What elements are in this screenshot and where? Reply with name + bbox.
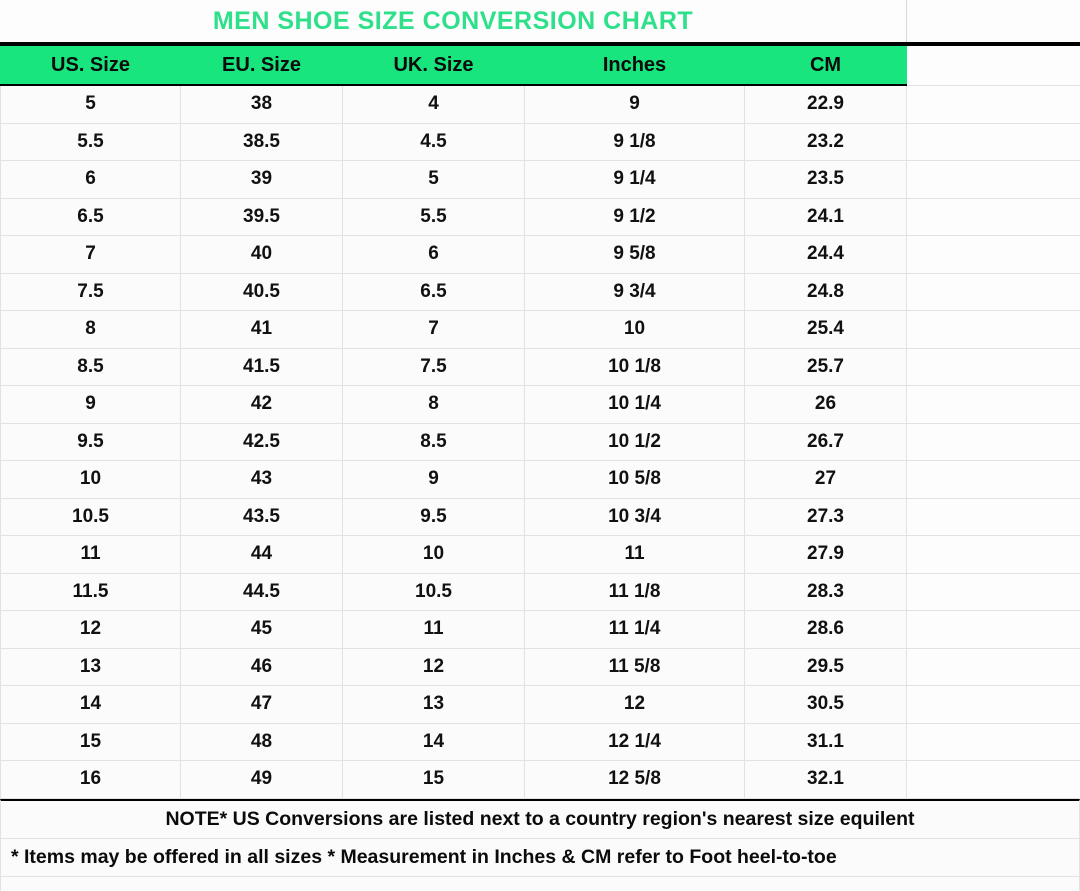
cell-uk-size: 7.5 bbox=[343, 348, 525, 386]
chart-notes bbox=[0, 799, 1080, 891]
cell-cm: 27.9 bbox=[745, 536, 907, 574]
cell-inches: 10 1/8 bbox=[525, 348, 745, 386]
cell-blank bbox=[907, 123, 1080, 161]
cell-uk-size: 9 bbox=[343, 461, 525, 499]
table-row bbox=[1, 123, 1080, 161]
cell-eu-size: 39 bbox=[181, 161, 343, 199]
cell-inches: 11 1/8 bbox=[525, 573, 745, 611]
table-row bbox=[1, 161, 1080, 199]
cell-uk-size: 4.5 bbox=[343, 123, 525, 161]
cell-eu-size: 43.5 bbox=[181, 498, 343, 536]
cell-inches: 9 bbox=[525, 85, 745, 123]
cell-eu-size: 49 bbox=[181, 761, 343, 799]
cell-blank bbox=[907, 723, 1080, 761]
table-header bbox=[1, 45, 1080, 85]
cell-cm: 27.3 bbox=[745, 498, 907, 536]
table-row bbox=[1, 498, 1080, 536]
cell-blank bbox=[907, 761, 1080, 799]
table-row bbox=[1, 611, 1080, 649]
cell-blank bbox=[907, 573, 1080, 611]
cell-us-size: 13 bbox=[1, 648, 181, 686]
cell-blank bbox=[907, 348, 1080, 386]
cell-us-size: 11.5 bbox=[1, 573, 181, 611]
cell-inches: 10 1/4 bbox=[525, 386, 745, 424]
cell-blank bbox=[907, 686, 1080, 724]
column-header-inches: Inches bbox=[525, 45, 745, 85]
cell-us-size: 7.5 bbox=[1, 273, 181, 311]
cell-inches: 12 1/4 bbox=[525, 723, 745, 761]
cell-cm: 27 bbox=[745, 461, 907, 499]
table-row bbox=[1, 686, 1080, 724]
table-row bbox=[1, 573, 1080, 611]
cell-us-size: 9.5 bbox=[1, 423, 181, 461]
cell-cm: 22.9 bbox=[745, 85, 907, 123]
cell-us-size: 11 bbox=[1, 536, 181, 574]
cell-blank bbox=[907, 648, 1080, 686]
cell-cm: 24.1 bbox=[745, 198, 907, 236]
cell-inches: 10 5/8 bbox=[525, 461, 745, 499]
cell-blank bbox=[907, 311, 1080, 349]
cell-blank bbox=[907, 423, 1080, 461]
cell-uk-size: 4 bbox=[343, 85, 525, 123]
cell-uk-size: 6.5 bbox=[343, 273, 525, 311]
cell-inches: 9 1/2 bbox=[525, 198, 745, 236]
cell-inches: 9 1/4 bbox=[525, 161, 745, 199]
cell-uk-size: 7 bbox=[343, 311, 525, 349]
cell-uk-size: 10.5 bbox=[343, 573, 525, 611]
cell-uk-size: 5.5 bbox=[343, 198, 525, 236]
cell-inches: 12 bbox=[525, 686, 745, 724]
cell-blank bbox=[907, 386, 1080, 424]
table-row bbox=[1, 536, 1080, 574]
table-header-row bbox=[1, 45, 1080, 85]
table-row bbox=[1, 198, 1080, 236]
cell-blank bbox=[907, 85, 1080, 123]
column-header-cm: CM bbox=[745, 45, 907, 85]
table-row bbox=[1, 423, 1080, 461]
cell-us-size: 10 bbox=[1, 461, 181, 499]
note-line-measurement: * Items may be offered in all sizes * Measurement in Inches & CM refer to Foot heel-to-toe bbox=[0, 839, 1080, 877]
column-header-uk-size: UK. Size bbox=[343, 45, 525, 85]
cell-uk-size: 5 bbox=[343, 161, 525, 199]
cell-inches: 11 1/4 bbox=[525, 611, 745, 649]
cell-uk-size: 11 bbox=[343, 611, 525, 649]
cell-cm: 32.1 bbox=[745, 761, 907, 799]
cell-cm: 30.5 bbox=[745, 686, 907, 724]
cell-us-size: 5 bbox=[1, 85, 181, 123]
chart-title-row bbox=[0, 0, 1080, 44]
cell-blank bbox=[907, 611, 1080, 649]
table-row bbox=[1, 311, 1080, 349]
cell-inches: 9 3/4 bbox=[525, 273, 745, 311]
cell-blank bbox=[907, 461, 1080, 499]
cell-us-size: 12 bbox=[1, 611, 181, 649]
table-row bbox=[1, 348, 1080, 386]
table-row bbox=[1, 85, 1080, 123]
cell-inches: 11 5/8 bbox=[525, 648, 745, 686]
table-row bbox=[1, 386, 1080, 424]
table-row bbox=[1, 236, 1080, 274]
cell-uk-size: 12 bbox=[343, 648, 525, 686]
cell-uk-size: 8.5 bbox=[343, 423, 525, 461]
cell-uk-size: 6 bbox=[343, 236, 525, 274]
cell-cm: 23.5 bbox=[745, 161, 907, 199]
cell-uk-size: 13 bbox=[343, 686, 525, 724]
table-row bbox=[1, 461, 1080, 499]
cell-us-size: 6.5 bbox=[1, 198, 181, 236]
cell-cm: 23.2 bbox=[745, 123, 907, 161]
table-row bbox=[1, 648, 1080, 686]
cell-blank bbox=[907, 161, 1080, 199]
cell-cm: 31.1 bbox=[745, 723, 907, 761]
table-row bbox=[1, 761, 1080, 799]
cell-blank bbox=[907, 536, 1080, 574]
cell-cm: 26.7 bbox=[745, 423, 907, 461]
cell-eu-size: 48 bbox=[181, 723, 343, 761]
column-header-blank bbox=[907, 45, 1080, 85]
cell-inches: 9 5/8 bbox=[525, 236, 745, 274]
cell-blank bbox=[907, 498, 1080, 536]
cell-cm: 24.8 bbox=[745, 273, 907, 311]
cell-eu-size: 38 bbox=[181, 85, 343, 123]
cell-blank bbox=[907, 273, 1080, 311]
cell-cm: 25.7 bbox=[745, 348, 907, 386]
cell-blank bbox=[907, 198, 1080, 236]
cell-cm: 26 bbox=[745, 386, 907, 424]
cell-eu-size: 41.5 bbox=[181, 348, 343, 386]
cell-eu-size: 38.5 bbox=[181, 123, 343, 161]
note-line-conversions: NOTE* US Conversions are listed next to a country region's nearest size equilent bbox=[0, 799, 1080, 839]
cell-eu-size: 40.5 bbox=[181, 273, 343, 311]
cell-cm: 28.6 bbox=[745, 611, 907, 649]
size-conversion-table bbox=[0, 44, 1080, 799]
cell-inches: 10 bbox=[525, 311, 745, 349]
cell-cm: 24.4 bbox=[745, 236, 907, 274]
cell-eu-size: 42.5 bbox=[181, 423, 343, 461]
cell-us-size: 14 bbox=[1, 686, 181, 724]
cell-eu-size: 41 bbox=[181, 311, 343, 349]
cell-eu-size: 47 bbox=[181, 686, 343, 724]
cell-inches: 10 1/2 bbox=[525, 423, 745, 461]
cell-inches: 10 3/4 bbox=[525, 498, 745, 536]
cell-eu-size: 43 bbox=[181, 461, 343, 499]
cell-us-size: 7 bbox=[1, 236, 181, 274]
cell-cm: 25.4 bbox=[745, 311, 907, 349]
cell-us-size: 5.5 bbox=[1, 123, 181, 161]
cell-uk-size: 15 bbox=[343, 761, 525, 799]
table-row bbox=[1, 723, 1080, 761]
cell-us-size: 15 bbox=[1, 723, 181, 761]
cell-us-size: 6 bbox=[1, 161, 181, 199]
note-line-spacer bbox=[0, 877, 1080, 891]
cell-eu-size: 46 bbox=[181, 648, 343, 686]
cell-eu-size: 45 bbox=[181, 611, 343, 649]
cell-us-size: 16 bbox=[1, 761, 181, 799]
cell-cm: 29.5 bbox=[745, 648, 907, 686]
cell-eu-size: 40 bbox=[181, 236, 343, 274]
cell-inches: 9 1/8 bbox=[525, 123, 745, 161]
cell-uk-size: 9.5 bbox=[343, 498, 525, 536]
cell-us-size: 8.5 bbox=[1, 348, 181, 386]
cell-us-size: 9 bbox=[1, 386, 181, 424]
cell-us-size: 8 bbox=[1, 311, 181, 349]
cell-eu-size: 42 bbox=[181, 386, 343, 424]
cell-us-size: 10.5 bbox=[1, 498, 181, 536]
cell-inches: 12 5/8 bbox=[525, 761, 745, 799]
column-header-us-size: US. Size bbox=[1, 45, 181, 85]
cell-eu-size: 44 bbox=[181, 536, 343, 574]
table-body bbox=[1, 85, 1080, 798]
cell-blank bbox=[907, 236, 1080, 274]
title-spacer-cell bbox=[906, 0, 1080, 42]
page-title: MEN SHOE SIZE CONVERSION CHART bbox=[0, 0, 906, 42]
column-header-eu-size: EU. Size bbox=[181, 45, 343, 85]
cell-eu-size: 39.5 bbox=[181, 198, 343, 236]
cell-eu-size: 44.5 bbox=[181, 573, 343, 611]
cell-inches: 11 bbox=[525, 536, 745, 574]
table-row bbox=[1, 273, 1080, 311]
cell-uk-size: 8 bbox=[343, 386, 525, 424]
cell-uk-size: 14 bbox=[343, 723, 525, 761]
cell-cm: 28.3 bbox=[745, 573, 907, 611]
cell-uk-size: 10 bbox=[343, 536, 525, 574]
